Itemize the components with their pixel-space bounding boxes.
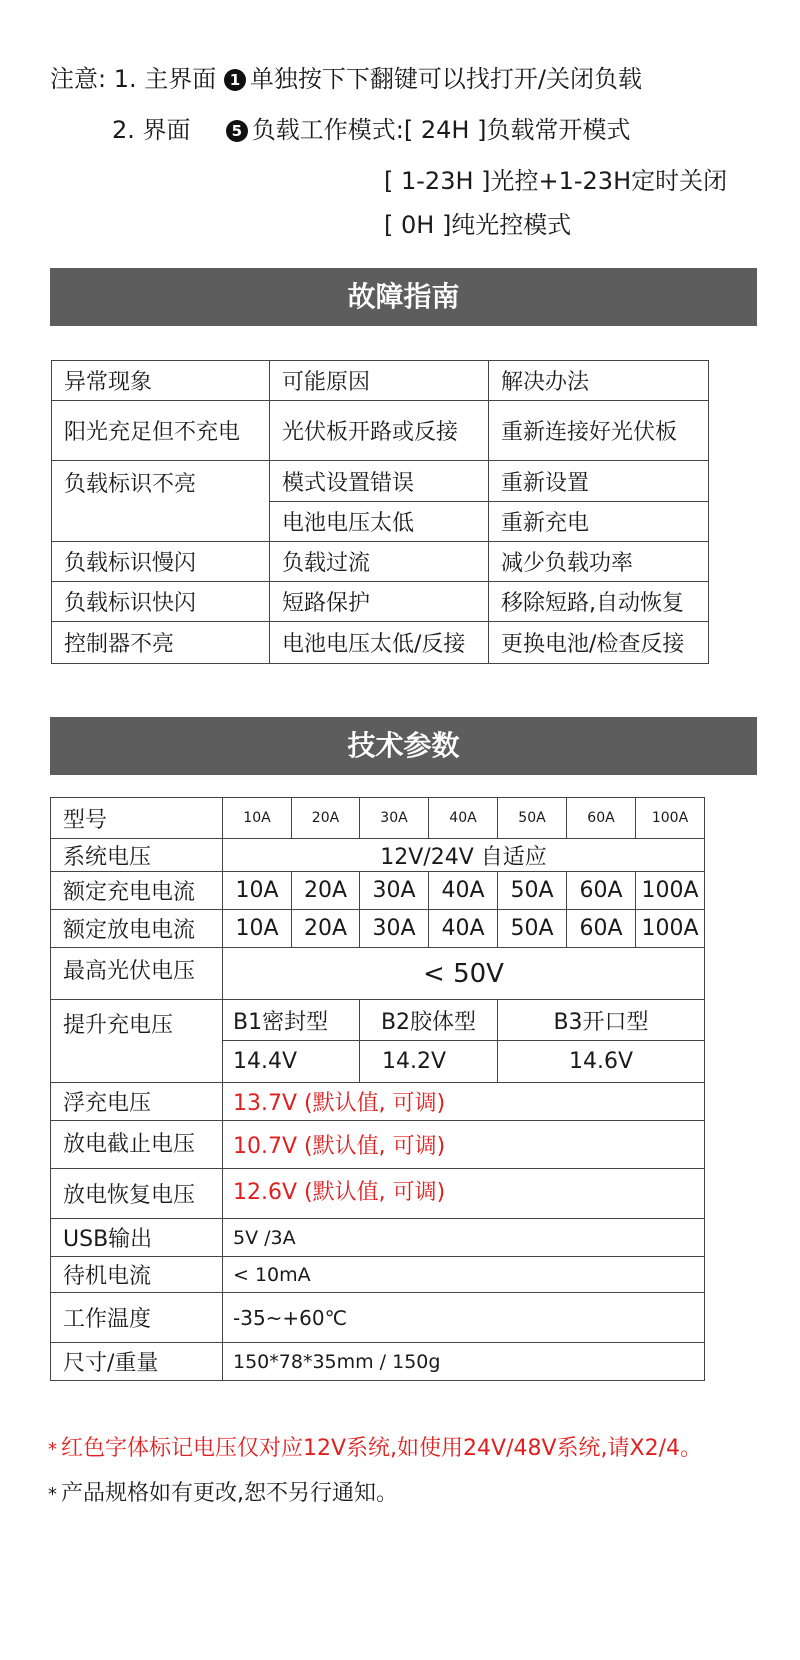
rated-charge-cell: 20A [292, 872, 360, 910]
note-2-number: 2. 界面 [112, 116, 191, 144]
header-symptom: 异常现象 [52, 361, 270, 401]
boost-type-cell: B1密封型 [223, 1000, 360, 1041]
fault-guide-table [51, 360, 709, 664]
cause-cell: 负载过流 [270, 542, 489, 582]
table-row [51, 910, 705, 948]
sys-voltage-label: 系统电压 [51, 839, 223, 872]
cause-cell: 电池电压太低/反接 [270, 622, 489, 664]
rated-charge-cell: 40A [429, 872, 498, 910]
note-1-number: 1. 主界面 [113, 65, 217, 93]
symptom-cell: 阳光充足但不充电 [52, 401, 270, 461]
table-row [51, 1121, 705, 1169]
note-line-1 [50, 64, 642, 94]
note-line-4: [ 0H ]纯光控模式 [384, 211, 572, 239]
rated-charge-label: 额定充电电流 [51, 872, 223, 910]
symptom-cell: 负载标识快闪 [52, 582, 270, 622]
table-row [52, 461, 709, 502]
solution-cell: 重新连接好光伏板 [489, 401, 709, 461]
table-row [52, 582, 709, 622]
boost-label: 提升充电压 [51, 1000, 223, 1083]
fault-guide-banner: 故障指南 [50, 268, 757, 326]
header-cause: 可能原因 [270, 361, 489, 401]
sys-voltage-value: 12V/24V 自适应 [223, 839, 705, 872]
model-cell: 60A [567, 798, 636, 839]
work-temp-value: -35~+60℃ [223, 1293, 705, 1343]
size-weight-value: 150*78*35mm / 150g [223, 1343, 705, 1381]
solution-cell: 移除短路,自动恢复 [489, 582, 709, 622]
solution-cell: 重新设置 [489, 461, 709, 502]
table-row [51, 872, 705, 910]
size-weight-label: 尺寸/重量 [51, 1343, 223, 1381]
symptom-cell: 控制器不亮 [52, 622, 270, 664]
footnote-2 [48, 1480, 398, 1509]
table-row [52, 622, 709, 664]
table-row [51, 1083, 705, 1121]
table-row [51, 1293, 705, 1343]
model-cell: 30A [360, 798, 429, 839]
model-cell: 20A [292, 798, 360, 839]
float-voltage-value: 13.7V (默认值, 可调) [223, 1083, 705, 1121]
model-cell: 40A [429, 798, 498, 839]
symptom-cell: 负载标识慢闪 [52, 542, 270, 582]
model-cell: 100A [636, 798, 705, 839]
rated-discharge-label: 额定放电电流 [51, 910, 223, 948]
model-cell: 50A [498, 798, 567, 839]
table-row [52, 542, 709, 582]
table-row [51, 1257, 705, 1293]
rated-charge-cell: 10A [223, 872, 292, 910]
boost-type-cell: B2胶体型 [360, 1000, 498, 1041]
asterisk-icon: * [48, 1484, 57, 1505]
cause-cell: 模式设置错误 [270, 461, 489, 502]
table-row [51, 1000, 705, 1041]
usb-output-label: USB输出 [51, 1219, 223, 1257]
table-row [51, 839, 705, 872]
rated-discharge-cell: 60A [567, 910, 636, 948]
tech-specs-table [50, 797, 705, 1381]
boost-type-cell: B3开口型 [498, 1000, 705, 1041]
note-line-3: [ 1-23H ]光控+1-23H定时关闭 [384, 167, 728, 195]
header-solution: 解决办法 [489, 361, 709, 401]
max-pv-value: < 50V [223, 948, 705, 1000]
table-row [51, 798, 705, 839]
table-row [51, 1169, 705, 1219]
cause-cell: 光伏板开路或反接 [270, 401, 489, 461]
note-2-text: 负载工作模式:[ 24H ]负载常开模式 [251, 116, 631, 144]
recover-voltage-label: 放电恢复电压 [51, 1169, 223, 1219]
asterisk-icon: * [48, 1439, 57, 1460]
model-label: 型号 [51, 798, 223, 839]
note-1-text: 单独按下下翻键可以找打开/关闭负载 [249, 65, 642, 93]
circled-number-1-icon: 1 [224, 69, 246, 91]
table-row [51, 1343, 705, 1381]
solution-cell: 减少负载功率 [489, 542, 709, 582]
boost-value-cell: 14.4V [223, 1041, 360, 1083]
footnote-2-text: 产品规格如有更改,恕不另行通知。 [61, 1481, 398, 1506]
note-prefix: 注意: [50, 65, 107, 93]
footnote-1 [48, 1435, 702, 1464]
float-voltage-label: 浮充电压 [51, 1083, 223, 1121]
symptom-cell: 负载标识不亮 [52, 461, 270, 542]
standby-current-label: 待机电流 [51, 1257, 223, 1293]
rated-discharge-cell: 30A [360, 910, 429, 948]
table-row [51, 1219, 705, 1257]
model-cell: 10A [223, 798, 292, 839]
note-line-2 [112, 115, 630, 145]
max-pv-label: 最高光伏电压 [51, 948, 223, 1000]
circled-number-5-icon: 5 [226, 120, 248, 142]
rated-charge-cell: 100A [636, 872, 705, 910]
solution-cell: 重新充电 [489, 502, 709, 542]
rated-discharge-cell: 20A [292, 910, 360, 948]
standby-current-value: < 10mA [223, 1257, 705, 1293]
boost-value-cell: 14.6V [498, 1041, 705, 1083]
rated-discharge-cell: 40A [429, 910, 498, 948]
rated-charge-cell: 60A [567, 872, 636, 910]
rated-discharge-cell: 100A [636, 910, 705, 948]
solution-cell: 更换电池/检查反接 [489, 622, 709, 664]
cutoff-voltage-label: 放电截止电压 [51, 1121, 223, 1169]
rated-discharge-cell: 10A [223, 910, 292, 948]
rated-charge-cell: 30A [360, 872, 429, 910]
table-row [52, 401, 709, 461]
usb-output-value: 5V /3A [223, 1219, 705, 1257]
footnote-1-text: 红色字体标记电压仅对应12V系统,如使用24V/48V系统,请X2/4。 [61, 1436, 703, 1461]
cutoff-voltage-value: 10.7V (默认值, 可调) [223, 1121, 705, 1169]
recover-voltage-value: 12.6V (默认值, 可调) [223, 1169, 705, 1219]
cause-cell: 短路保护 [270, 582, 489, 622]
work-temp-label: 工作温度 [51, 1293, 223, 1343]
cause-cell: 电池电压太低 [270, 502, 489, 542]
boost-value-cell: 14.2V [360, 1041, 498, 1083]
tech-specs-banner: 技术参数 [50, 717, 757, 775]
rated-charge-cell: 50A [498, 872, 567, 910]
rated-discharge-cell: 50A [498, 910, 567, 948]
table-row [51, 948, 705, 1000]
table-header-row [52, 361, 709, 401]
